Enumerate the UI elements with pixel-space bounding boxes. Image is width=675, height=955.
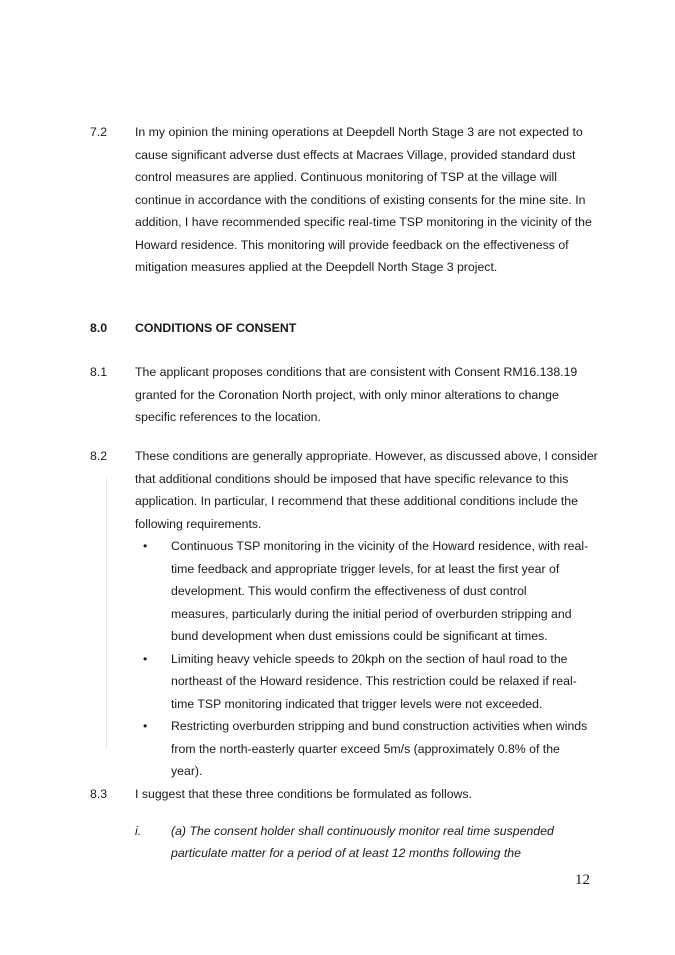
- list-item-line: measures, particularly during the initial period of overburden stripping and: [171, 606, 572, 621]
- paragraph-number: 7.2: [90, 125, 108, 139]
- paragraph-line: mitigation measures applied at the Deepdell North Stage 3 project.: [135, 260, 498, 274]
- paragraph-line: specific references to the location.: [135, 410, 321, 424]
- margin-scan-mark: [106, 478, 107, 748]
- list-item-line: Restricting overburden stripping and bund construction activities when winds: [171, 719, 588, 733]
- list-item-line: development. This would confirm the effectiveness of dust control: [171, 584, 527, 598]
- paragraph-8-3: [90, 783, 600, 865]
- paragraph-body: [135, 121, 600, 279]
- paragraph-body: [135, 783, 600, 865]
- bullet-icon: •: [143, 539, 148, 553]
- requirements-list: [135, 535, 600, 783]
- paragraph-line: cause significant adverse dust effects at Macraes Village, provided standard dust: [135, 147, 576, 162]
- list-item-line: time TSP monitoring indicated that trigger levels were not exceeded.: [171, 696, 543, 711]
- list-item-line: bund development when dust emissions could be significant at times.: [171, 629, 548, 643]
- paragraph-line: I suggest that these three conditions be formulated as follows.: [135, 787, 472, 801]
- section-number: 8.0: [90, 321, 108, 335]
- paragraph-line: continue in accordance with the conditions of existing consents for the mine site. In: [135, 192, 586, 207]
- paragraph-number: 8.2: [90, 449, 108, 463]
- paragraph-number: 8.3: [90, 787, 108, 801]
- paragraph-body: [135, 361, 600, 429]
- paragraph-line: application. In particular, I recommend that these additional conditions include the: [135, 494, 578, 508]
- paragraph-line: addition, I have recommended specific real-time TSP monitoring in the vicinity of the: [135, 215, 592, 229]
- section-heading-8-0: [90, 317, 296, 339]
- list-item: [135, 715, 600, 783]
- condition-line: particulate matter for a period of at least 12 months following the: [171, 846, 521, 860]
- list-item-line: year).: [171, 764, 203, 778]
- paragraph-line: In my opinion the mining operations at Deepdell North Stage 3 are not expected to: [135, 125, 583, 139]
- page-number: 12: [575, 872, 590, 888]
- list-item-line: time feedback and appropriate trigger levels, for at least the first year of: [171, 561, 560, 576]
- bullet-icon: •: [143, 651, 148, 666]
- list-item: [135, 648, 600, 716]
- paragraph-line: that additional conditions should be imposed that have specific relevance to this: [135, 471, 569, 486]
- paragraph-8-1: [90, 361, 600, 429]
- condition-line: (a) The consent holder shall continuously monitor real time suspended: [171, 823, 554, 838]
- paragraph-line: control measures are applied. Continuous monitoring of TSP at the village will: [135, 170, 557, 184]
- paragraph-line: granted for the Coronation North project, with only minor alterations to change: [135, 387, 559, 402]
- bullet-icon: •: [143, 719, 148, 733]
- list-item-line: northeast of the Howard residence. This restriction could be relaxed if real-: [171, 674, 577, 688]
- list-item-line: Continuous TSP monitoring in the vicinity of the Howard residence, with real-: [171, 539, 589, 553]
- paragraph-line: The applicant proposes conditions that are consistent with Consent RM16.138.19: [135, 365, 578, 379]
- paragraph-body: [135, 445, 600, 783]
- paragraph-7-2: [90, 121, 600, 279]
- paragraph-line: These conditions are generally appropriate. However, as discussed above, I consider: [135, 449, 598, 463]
- paragraph-number: 8.1: [90, 365, 108, 379]
- paragraph-line: following requirements.: [135, 516, 262, 531]
- list-item-line: from the north-easterly quarter exceed 5m/s (approximately 0.8% of the: [171, 741, 560, 756]
- list-item-line: Limiting heavy vehicle speeds to 20kph on the section of haul road to the: [171, 651, 568, 666]
- list-item: [135, 535, 600, 648]
- section-title: CONDITIONS OF CONSENT: [135, 321, 297, 335]
- condition-number: i.: [135, 823, 142, 838]
- condition-item: [135, 820, 600, 865]
- paragraph-line: Howard residence. This monitoring will provide feedback on the effectiveness of: [135, 237, 569, 252]
- paragraph-8-2: [90, 445, 600, 783]
